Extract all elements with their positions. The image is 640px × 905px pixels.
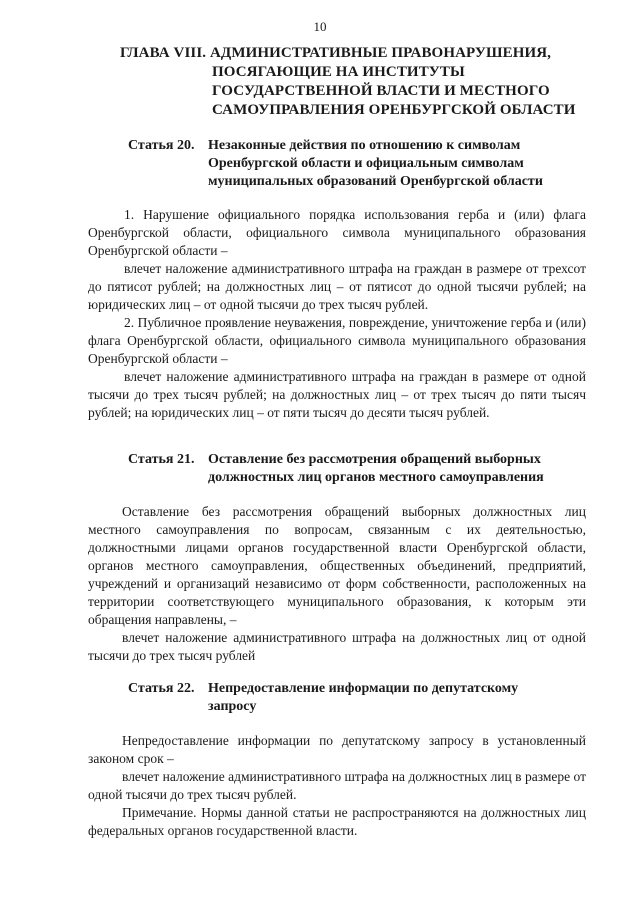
paragraph: Оставление без рассмотрения обращений выборных должностных лиц местного самоуправления по вопросам, связанным с их деятельностью, должностными лицами органов государственной власти Оренбургской области, органов местного самоуправления, общественных объединений, предприятий, учреждений и организаций независимо от форм собственности, расположенных на территории соответствующего муниципального образования, к которым эти обращения направлены, – bbox=[88, 504, 586, 627]
chapter-heading-line: САМОУПРАВЛЕНИЯ ОРЕНБУРГСКОЙ ОБЛАСТИ bbox=[212, 102, 576, 118]
article-20-body bbox=[88, 206, 586, 422]
article-title: Оставление без рассмотрения обращений выборных bbox=[208, 452, 541, 467]
article-20-heading bbox=[128, 137, 586, 191]
article-21-body bbox=[88, 503, 586, 665]
article-22-heading bbox=[128, 680, 586, 716]
paragraph: влечет наложение административного штрафа на должностных лиц от одной тысячи до трех тысяч рублей bbox=[88, 630, 586, 663]
chapter-heading-line: ГЛАВА VIII. АДМИНИСТРАТИВНЫЕ ПРАВОНАРУШЕНИЯ, bbox=[120, 45, 552, 61]
article-title: Незаконные действия по отношению к символам bbox=[208, 138, 521, 153]
article-21-heading bbox=[128, 451, 586, 487]
article-number: Статья 22. bbox=[128, 681, 195, 696]
article-number: Статья 20. bbox=[128, 138, 195, 153]
chapter-heading-line: ПОСЯГАЮЩИЕ НА ИНСТИТУТЫ bbox=[212, 64, 465, 80]
page-number: 10 bbox=[313, 19, 327, 34]
paragraph: Непредоставление информации по депутатскому запросу в установленный законом срок – bbox=[88, 733, 586, 766]
paragraph: влечет наложение административного штрафа на должностных лиц в размере от одной тысячи до трех тысяч рублей. bbox=[88, 769, 586, 802]
article-title: должностных лиц органов местного самоуправления bbox=[208, 470, 544, 485]
article-title: муниципальных образований Оренбургской области bbox=[208, 174, 543, 189]
paragraph: 1. Нарушение официального порядка использования герба и (или) флага Оренбургской области, официального символа муниципального образования Оренбургской области – bbox=[88, 207, 586, 258]
article-number: Статья 21. bbox=[128, 452, 195, 467]
article-title: запросу bbox=[208, 699, 257, 714]
paragraph: Примечание. Нормы данной статьи не распространяются на должностных лиц федеральных органов государственной власти. bbox=[88, 805, 586, 838]
paragraph: влечет наложение административного штрафа на граждан в размере от одной тысячи до трех тысяч рублей; на должностных лиц – от трех тысяч до пяти тысяч рублей; на юридических лиц – от пяти тысяч до десяти тысяч рублей. bbox=[88, 369, 586, 420]
paragraph: 2. Публичное проявление неуважения, повреждение, уничтожение герба и (или) флага Оренбургской области, официального символа муниципального образования Оренбургской области – bbox=[88, 315, 586, 366]
chapter-heading-line: ГОСУДАРСТВЕННОЙ ВЛАСТИ И МЕСТНОГО bbox=[212, 83, 550, 99]
article-22-body bbox=[88, 732, 586, 840]
article-title: Оренбургской области и официальным символам bbox=[208, 156, 524, 171]
paragraph: влечет наложение административного штрафа на граждан в размере от трехсот до пятисот рублей; на должностных лиц – от пятисот до одной тысячи рублей; на юридических лиц – от одной тысячи до трех тысяч рублей. bbox=[88, 261, 586, 312]
chapter-heading bbox=[100, 44, 580, 120]
article-title: Непредоставление информации по депутатскому bbox=[208, 681, 519, 696]
